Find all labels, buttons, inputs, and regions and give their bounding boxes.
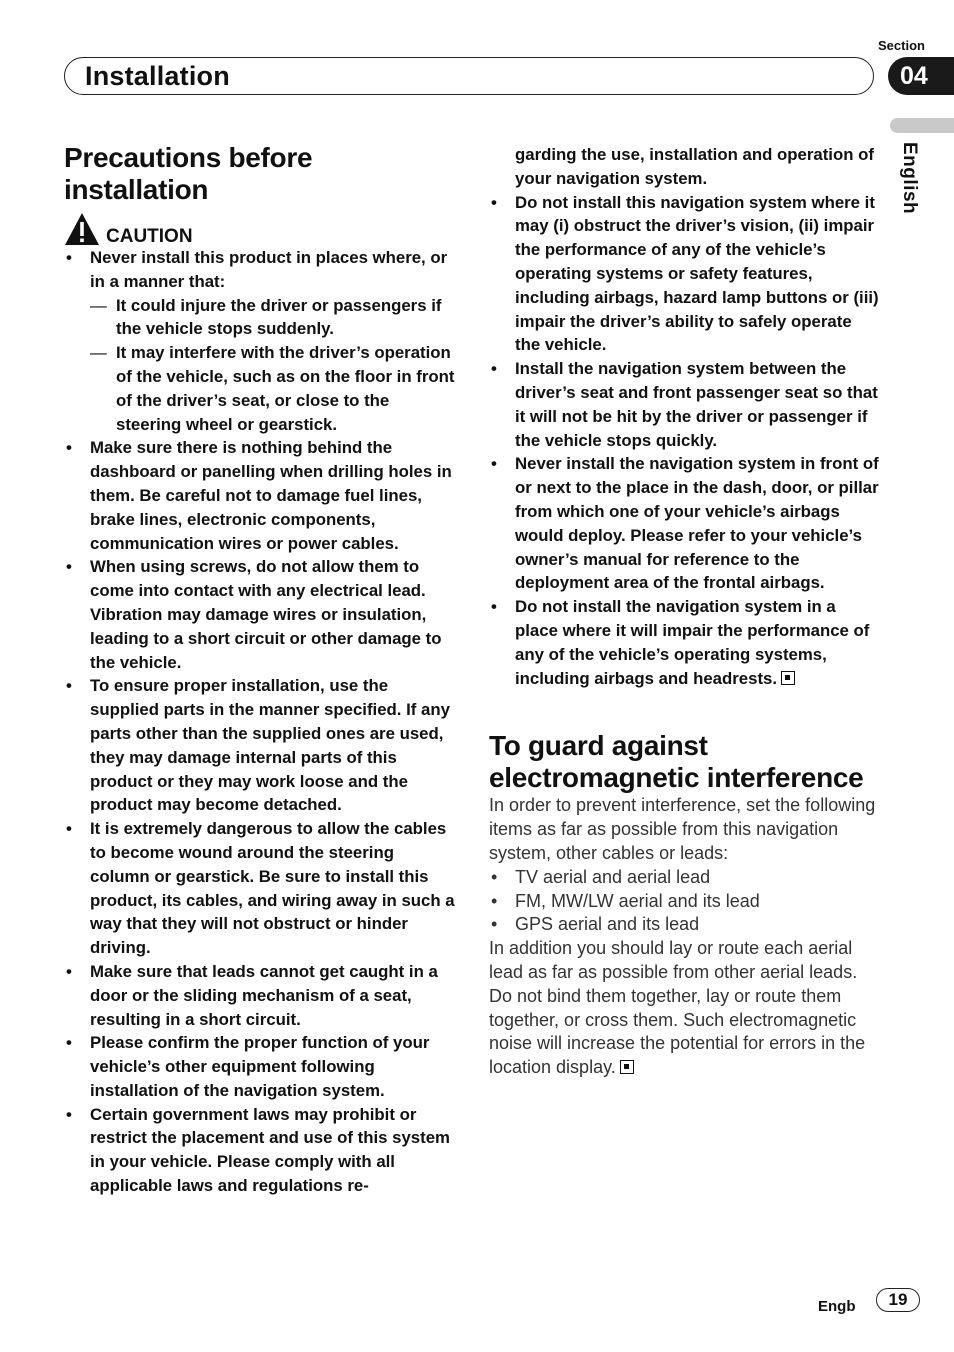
list-item: • Never install this product in places where, or in a manner that: — It could injure the driver or passengers if the vehicle stops suddenly. — It may interfere with the driver’s operation of the vehicle, such as on the floor in front of the driver’s seat, or close to the steering wheel or gearstick. xyxy=(64,246,456,436)
left-column xyxy=(64,142,456,1198)
section-number-badge: 04 xyxy=(888,57,954,95)
list-item: • Certain government laws may prohibit or restrict the placement and use of this system in your vehicle. Please comply with all applicable laws and regulations re- xyxy=(64,1103,456,1198)
list-item: • GPS aerial and its lead xyxy=(489,913,881,937)
sub-list-item: — It could injure the driver or passengers if the vehicle stops suddenly. xyxy=(90,294,456,342)
list-item: • Do not install this navigation system where it may (i) obstruct the driver’s vision, (ii) impair the performance of any of the vehicle’s operating systems or safety features, including airbags, hazard lamp buttons or (iii) impair the driver’s ability to safely operate the vehicle. xyxy=(489,191,881,358)
section-label: Section xyxy=(878,38,925,53)
list-item: • Make sure there is nothing behind the dashboard or panelling when drilling holes in them. Be careful not to damage fuel lines, brake lines, electronic components, communication wires or power cables. xyxy=(64,436,456,555)
list-item: • Do not install the navigation system in a place where it will impair the performance of any of the vehicle’s operating systems, including airbags and headrests. xyxy=(489,595,881,690)
page-number: 19 xyxy=(876,1288,920,1312)
list-item: • To ensure proper installation, use the supplied parts in the manner specified. If any parts other than the supplied ones are used, they may damage internal parts of this product or they may work loose and the product may become detached. xyxy=(64,674,456,817)
list-item: • It is extremely dangerous to allow the cables to become wound around the steering column or gearstick. Be sure to install this product, its cables, and wiring away in such a way that they will not obstruct or hinder driving. xyxy=(64,817,456,960)
end-mark-icon xyxy=(620,1060,634,1074)
footer-language-code: Engb xyxy=(818,1298,856,1315)
aerial-list xyxy=(489,866,881,937)
caution-list-continued xyxy=(489,191,881,691)
list-item: • Install the navigation system between the driver’s seat and front passenger seat so that it will not be hit by the driver or passenger if the vehicle stops quickly. xyxy=(489,357,881,452)
list-item: • TV aerial and aerial lead xyxy=(489,866,881,890)
list-item: • Make sure that leads cannot get caught in a door or the sliding mechanism of a seat, resulting in a short circuit. xyxy=(64,960,456,1031)
end-mark-icon xyxy=(781,671,795,685)
list-item: • FM, MW/LW aerial and its lead xyxy=(489,890,881,914)
page-title: Installation xyxy=(85,61,230,91)
list-item: • Never install the navigation system in front of or next to the place in the dash, door, or pillar from which one of your vehicle’s airbags would deploy. Please refer to your vehicle’s owner’s manual for reference to the deployment area of the frontal airbags. xyxy=(489,452,881,595)
sub-list-item: — It may interfere with the driver’s operation of the vehicle, such as on the floor in front of the driver’s seat, or close to the steering wheel or gearstick. xyxy=(90,341,456,436)
caution-label: CAUTION xyxy=(106,226,193,247)
closing-paragraph: In addition you should lay or route each aerial lead as far as possible from other aerial leads. Do not bind them together, lay or route them together, or cross them. Such electromagnetic noise will increase the potential for errors in the location display. xyxy=(489,938,866,1078)
language-tab xyxy=(890,118,954,133)
caution-header xyxy=(64,212,456,246)
intro-paragraph: In order to prevent interference, set the following items as far as possible from this navigation system, other cables or leads: xyxy=(489,795,876,863)
interference-heading: To guard against electromagnetic interference xyxy=(489,730,864,794)
list-item: • When using screws, do not allow them to come into contact with any electrical lead. Vibration may damage wires or insulation, leading to a short circuit or other damage to the vehicle. xyxy=(64,555,456,674)
warning-icon xyxy=(64,212,100,246)
precautions-heading: Precautions before installation xyxy=(64,142,313,205)
continued-text: garding the use, installation and operation of your navigation system. xyxy=(515,145,874,188)
language-label: English xyxy=(899,142,920,215)
list-item: • Please confirm the proper function of your vehicle’s other equipment following installation of the navigation system. xyxy=(64,1031,456,1102)
caution-list xyxy=(64,246,456,1198)
sub-list xyxy=(64,294,456,437)
header-bar xyxy=(64,57,874,95)
right-column xyxy=(489,143,881,1080)
